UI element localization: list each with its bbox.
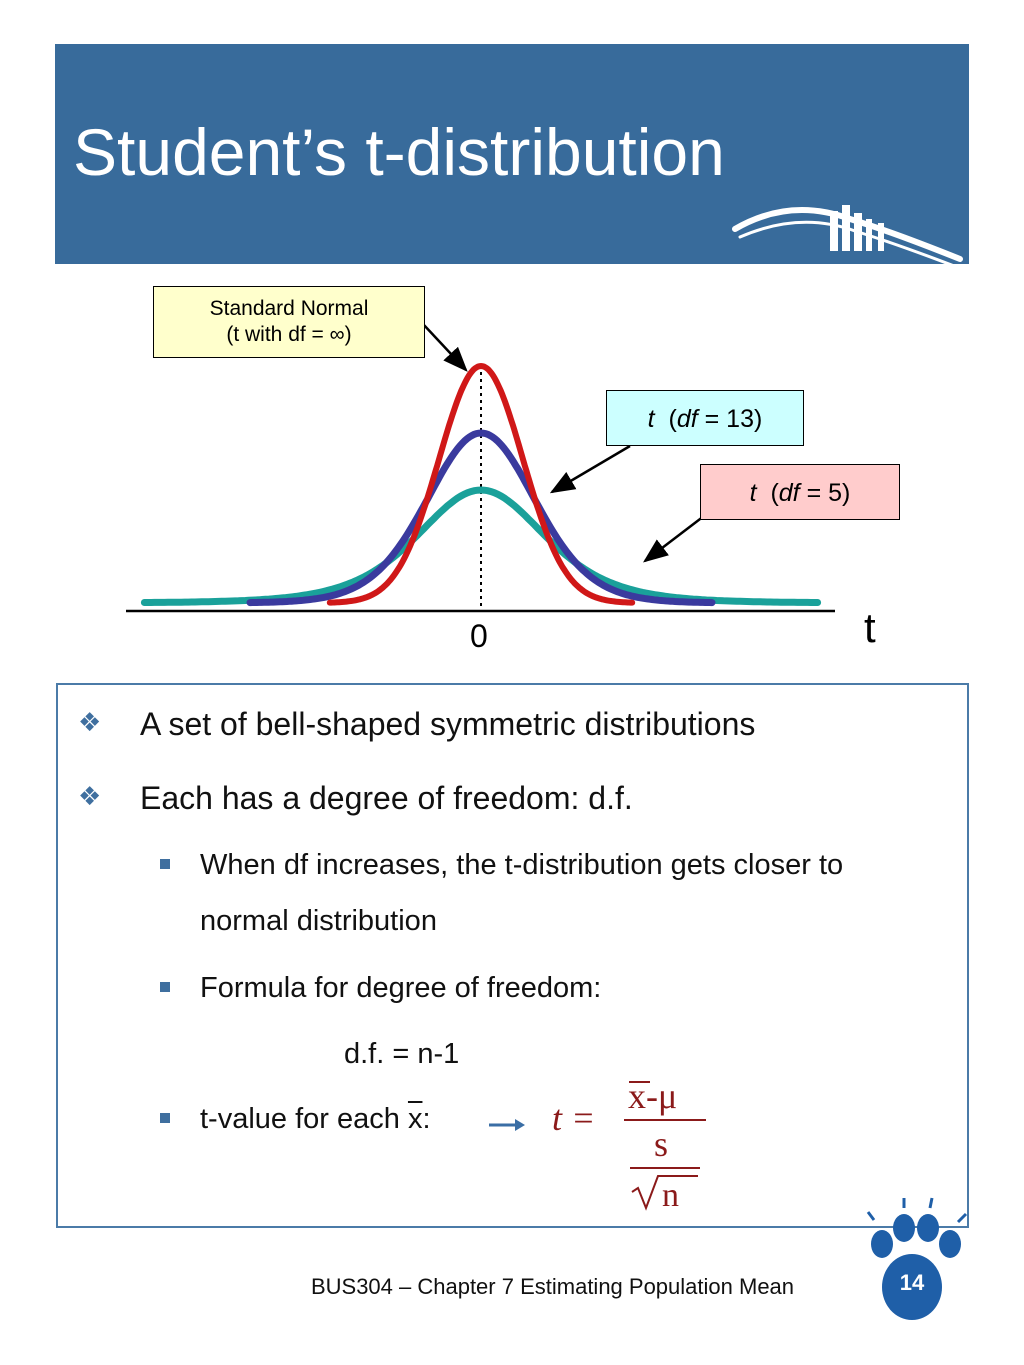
callout-df5-df: df — [778, 479, 800, 507]
arrow-t-df5 — [645, 516, 704, 561]
axis-label-t: t — [864, 604, 876, 651]
callout-standard-normal-line1: Standard Normal — [209, 297, 369, 320]
t-value-prefix: t-value for each — [200, 1103, 408, 1135]
slide-footer: BUS304 – Chapter 7 Estimating Population Mean — [310, 1274, 795, 1299]
t-statistic-formula — [540, 1070, 720, 1220]
diamond-bullet-icon: ❖ — [78, 782, 102, 812]
callout-df5-value: = 5) — [806, 479, 851, 507]
callout-t-df13: t (df = 13) — [606, 390, 804, 446]
square-bullet-icon — [160, 982, 170, 992]
diamond-bullet-icon: ❖ — [78, 708, 102, 738]
formula-denominator-root: n — [662, 1177, 679, 1214]
arrow-t-df13 — [552, 446, 630, 492]
slide-title: Student’s t-distribution — [73, 115, 725, 189]
callout-t-df5: t (df = 5) — [700, 464, 900, 520]
formula-numerator: x-μ — [628, 1076, 678, 1116]
callout-df13-value: = 13) — [704, 405, 763, 433]
callout-df5-t: t — [749, 479, 757, 507]
formula-denominator-top: s — [654, 1124, 669, 1164]
content-box — [56, 683, 969, 1228]
paw-icon — [862, 1192, 972, 1327]
callout-df13-t: t — [647, 405, 655, 433]
page-number: 14 — [899, 1270, 925, 1295]
subbullet-df-increases: When df increases, the t-distribution gets closer to normal distribution — [200, 849, 844, 937]
tick-label-zero: 0 — [470, 618, 488, 654]
df-formula: d.f. = n-1 — [344, 1038, 460, 1070]
square-bullet-icon — [160, 859, 170, 869]
callout-standard-normal — [153, 286, 425, 358]
right-arrow-icon — [487, 1115, 527, 1135]
subbullet-t-value — [200, 1091, 431, 1147]
subbullet-df-formula: Formula for degree of freedom: — [200, 972, 602, 1004]
formula-lhs: t = — [552, 1098, 596, 1138]
square-bullet-icon — [160, 1113, 170, 1123]
t-value-suffix: : — [422, 1103, 431, 1135]
title-banner — [55, 44, 969, 264]
callout-df13-df: df — [676, 405, 698, 433]
arrow-standard-normal — [423, 324, 466, 370]
x-bar-symbol: $\overline{x}$ — [407, 1103, 423, 1135]
bullet-degree-of-freedom: Each has a degree of freedom: d.f. — [140, 780, 633, 816]
callout-standard-normal-line2: (t with df = ∞) — [226, 323, 352, 346]
bullet-bell-shaped: A set of bell-shaped symmetric distributions — [140, 706, 756, 742]
